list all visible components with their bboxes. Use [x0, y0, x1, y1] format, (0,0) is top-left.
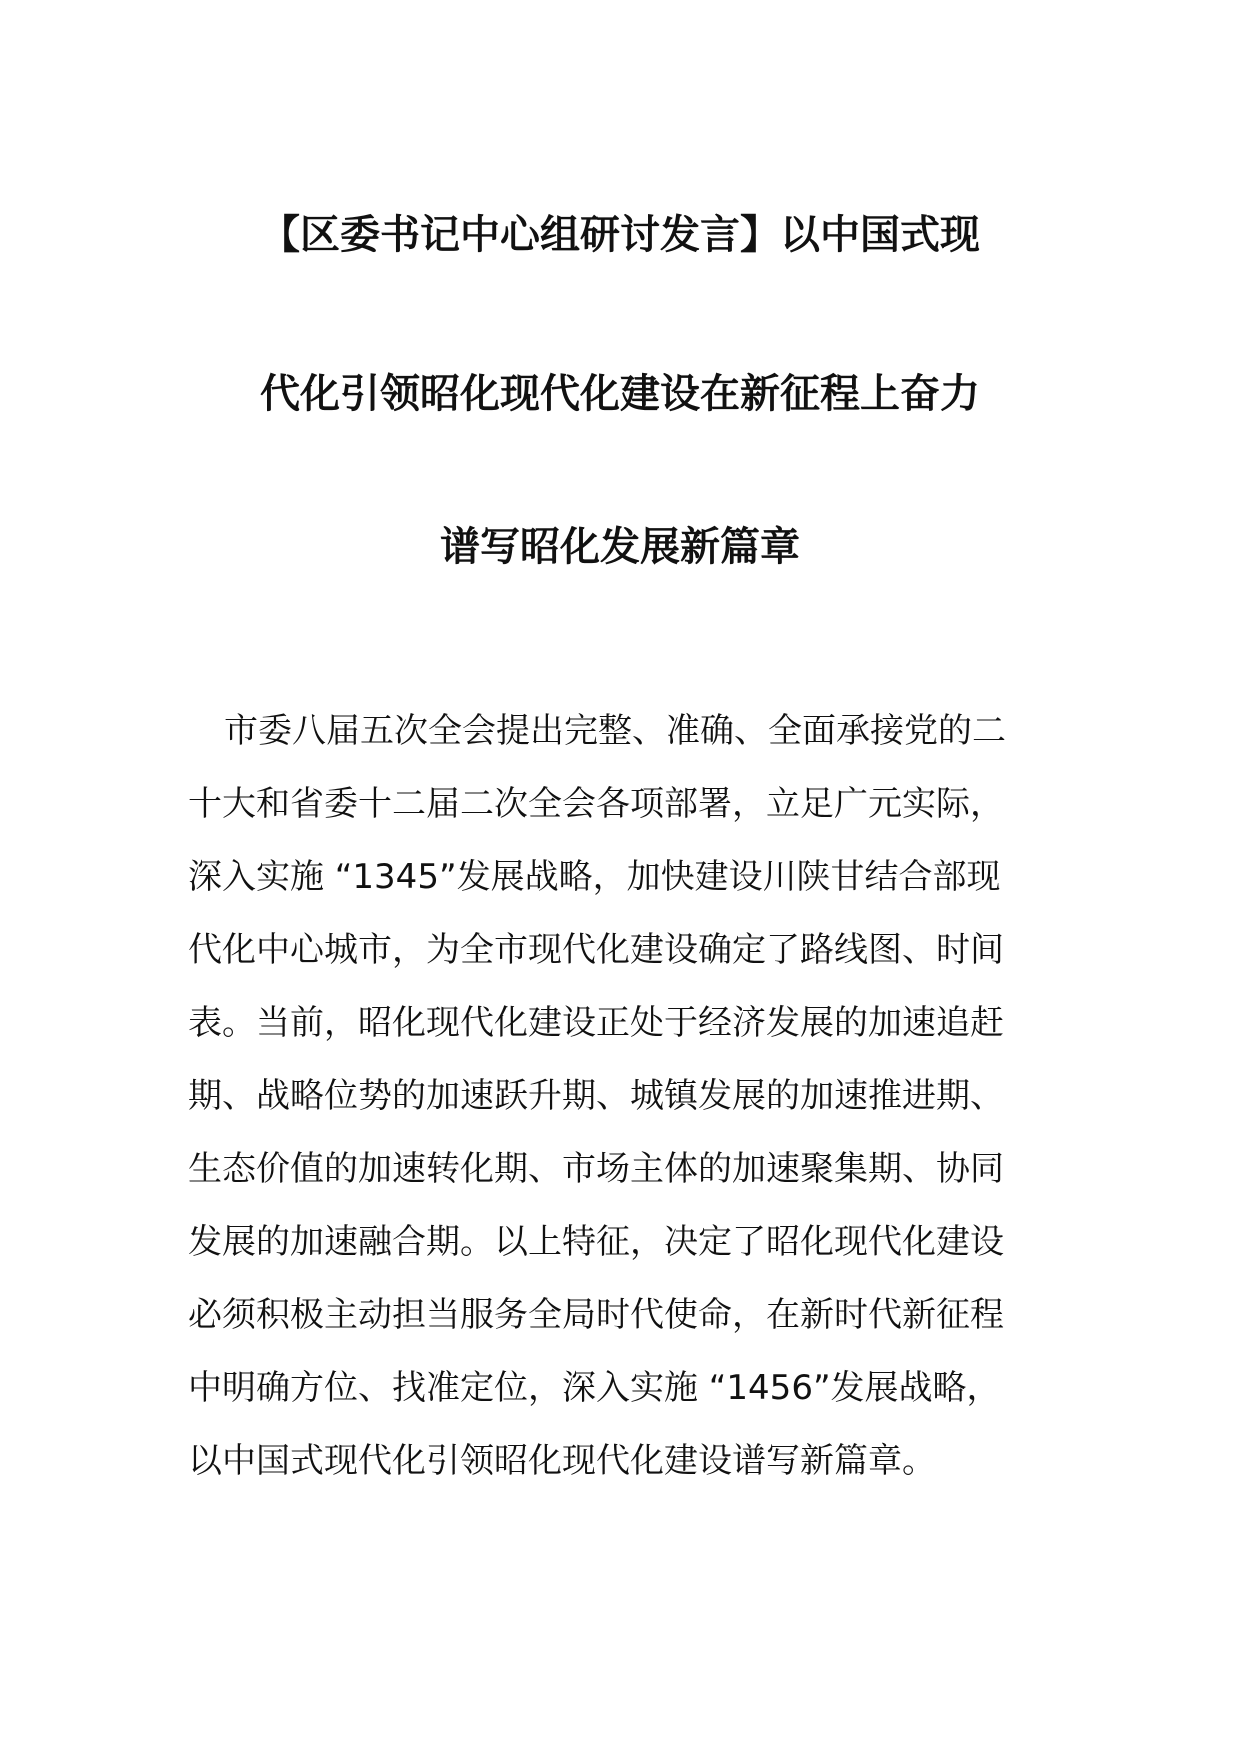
body-text-line: 发展的加速融合期。以上特征，决定了昭化现代化建设 — [188, 1222, 1004, 1262]
document-title-line-3: 谱写昭化发展新篇章 — [440, 524, 800, 570]
body-text-line: 表。当前，昭化现代化建设正处于经济发展的加速追赶 — [188, 1003, 1004, 1043]
body-text-line: 深入实施 “1345”发展战略，加快建设川陕甘结合部现 — [188, 857, 1001, 897]
body-text-line: 必须积极主动担当服务全局时代使命，在新时代新征程 — [188, 1295, 1004, 1335]
document-title-line-1: 【区委书记中心组研讨发言】以中国式现 — [260, 212, 980, 258]
body-text-line: 市委八届五次全会提出完整、准确、全面承接党的二 — [224, 711, 1006, 751]
body-text-line: 期、战略位势的加速跃升期、城镇发展的加速推进期、 — [188, 1076, 1004, 1116]
document-title-line-2: 代化引领昭化现代化建设在新征程上奋力 — [260, 371, 980, 417]
body-text-line: 以中国式现代化引领昭化现代化建设谱写新篇章。 — [188, 1441, 936, 1481]
body-text-line: 中明确方位、找准定位，深入实施 “1456”发展战略， — [188, 1368, 1001, 1408]
body-text-line: 十大和省委十二届二次全会各项部署，立足广元实际， — [188, 784, 1004, 824]
body-text-line: 代化中心城市，为全市现代化建设确定了路线图、时间 — [188, 930, 1004, 970]
body-text-line: 生态价值的加速转化期、市场主体的加速聚集期、协同 — [188, 1149, 1004, 1189]
